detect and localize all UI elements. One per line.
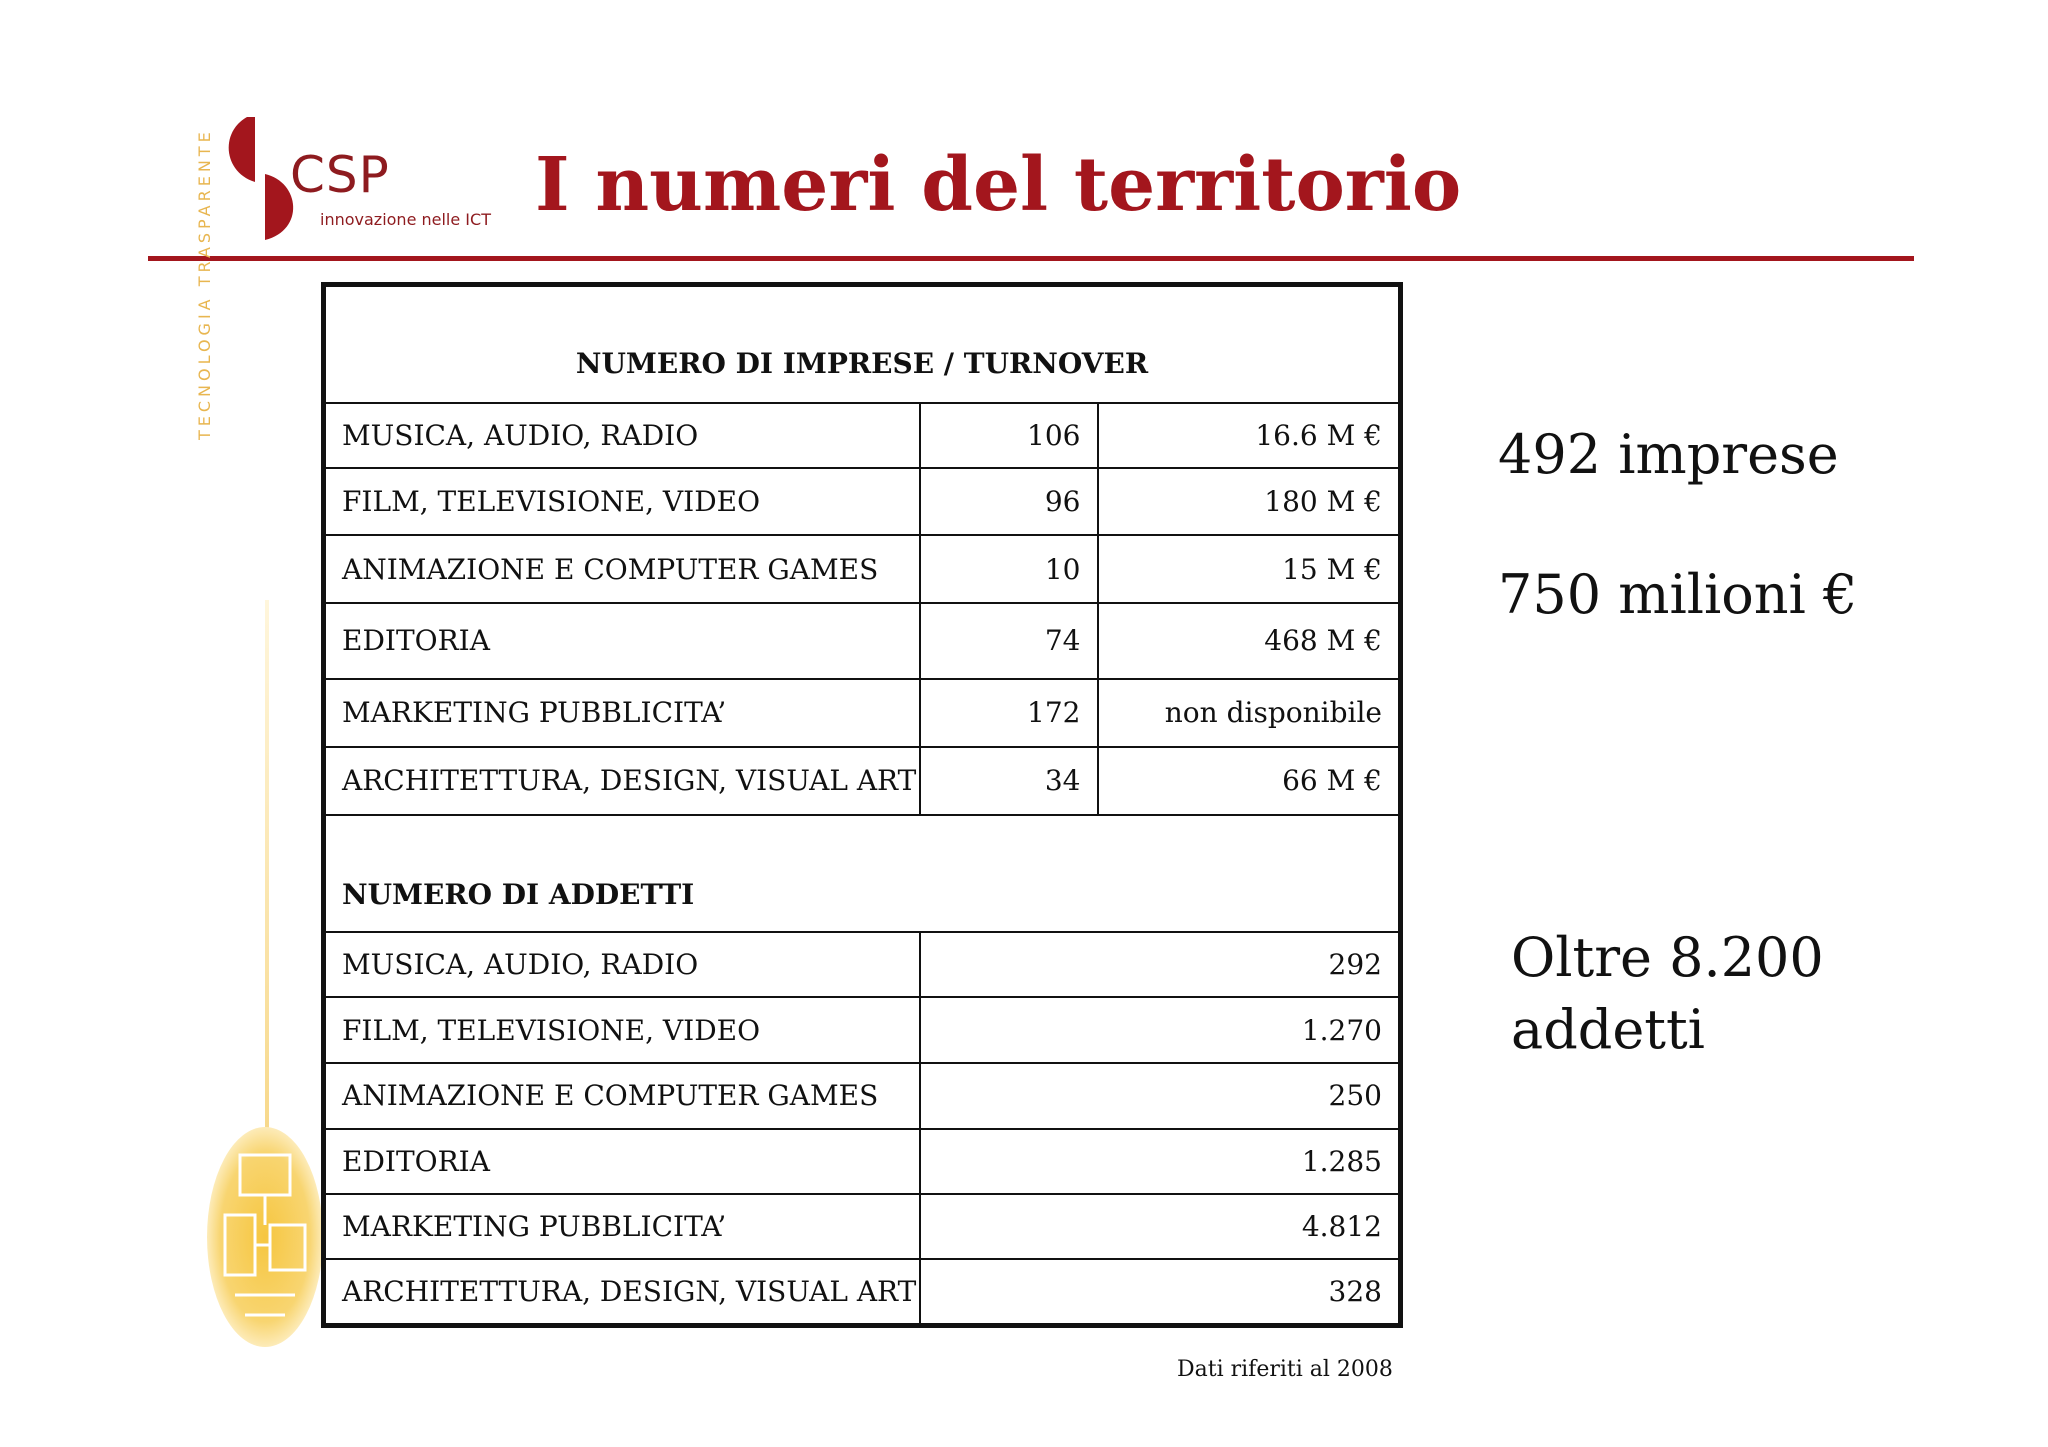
total-addetti-stat-line2: addetti: [1511, 998, 1705, 1061]
addetti-count-cell: 292: [920, 932, 1401, 997]
sector-cell: ARCHITETTURA, DESIGN, VISUAL ART: [324, 747, 920, 815]
addetti-section-header: NUMERO DI ADDETTI: [324, 815, 1401, 932]
sector-cell: EDITORIA: [324, 1129, 920, 1194]
table-row: [324, 603, 1401, 678]
table-row: [324, 468, 1401, 535]
sector-cell: EDITORIA: [324, 603, 920, 678]
table-row: [324, 1063, 1401, 1129]
turnover-cell: 16.6 M €: [1098, 403, 1401, 468]
imprese-count-cell: 96: [920, 468, 1098, 535]
page-title: I numeri del territorio: [535, 142, 1462, 228]
table-row: [324, 1194, 1401, 1259]
turnover-cell: 468 M €: [1098, 603, 1401, 678]
addetti-count-cell: 328: [920, 1259, 1401, 1325]
imprese-count-cell: 10: [920, 535, 1098, 603]
imprese-count-cell: 74: [920, 603, 1098, 678]
imprese-section-header: NUMERO DI IMPRESE / TURNOVER: [324, 285, 1401, 403]
sector-cell: MARKETING PUBBLICITA’: [324, 679, 920, 747]
addetti-count-cell: 250: [920, 1063, 1401, 1129]
turnover-cell: non disponibile: [1098, 679, 1401, 747]
sector-cell: ANIMAZIONE E COMPUTER GAMES: [324, 535, 920, 603]
turnover-cell: 180 M €: [1098, 468, 1401, 535]
table-row: [324, 403, 1401, 468]
table-row: [324, 535, 1401, 603]
sector-cell: MUSICA, AUDIO, RADIO: [324, 403, 920, 468]
total-imprese-stat: 492 imprese: [1498, 423, 1839, 486]
addetti-header-row: [324, 815, 1401, 932]
sector-data-table: [321, 282, 1403, 1328]
imprese-header-row: [324, 285, 1401, 403]
turnover-cell: 66 M €: [1098, 747, 1401, 815]
addetti-count-cell: 1.270: [920, 997, 1401, 1062]
table-row: [324, 932, 1401, 997]
side-decorative-line: [265, 600, 269, 1140]
sector-cell: MUSICA, AUDIO, RADIO: [324, 932, 920, 997]
imprese-count-cell: 172: [920, 679, 1098, 747]
total-addetti-stat-line1: Oltre 8.200: [1511, 926, 1824, 989]
table-row: [324, 747, 1401, 815]
sector-cell: FILM, TELEVISIONE, VIDEO: [324, 468, 920, 535]
table-row: [324, 1259, 1401, 1325]
sector-cell: ANIMAZIONE E COMPUTER GAMES: [324, 1063, 920, 1129]
logo-name: CSP: [290, 146, 390, 204]
total-turnover-stat: 750 milioni €: [1498, 563, 1858, 626]
addetti-count-cell: 4.812: [920, 1194, 1401, 1259]
table-row: [324, 1129, 1401, 1194]
sector-cell: FILM, TELEVISIONE, VIDEO: [324, 997, 920, 1062]
sector-cell: MARKETING PUBBLICITA’: [324, 1194, 920, 1259]
circuit-chip-icon: [205, 1125, 325, 1350]
sector-cell: ARCHITETTURA, DESIGN, VISUAL ART: [324, 1259, 920, 1325]
side-label: TECNOLOGIA TRASPARENTE: [195, 128, 214, 440]
imprese-count-cell: 106: [920, 403, 1098, 468]
logo-tagline: innovazione nelle ICT: [320, 210, 491, 229]
data-year-footnote: Dati riferiti al 2008: [1177, 1357, 1393, 1382]
turnover-cell: 15 M €: [1098, 535, 1401, 603]
table-row: [324, 679, 1401, 747]
table-row: [324, 997, 1401, 1062]
imprese-count-cell: 34: [920, 747, 1098, 815]
title-divider: [148, 256, 1914, 261]
addetti-count-cell: 1.285: [920, 1129, 1401, 1194]
